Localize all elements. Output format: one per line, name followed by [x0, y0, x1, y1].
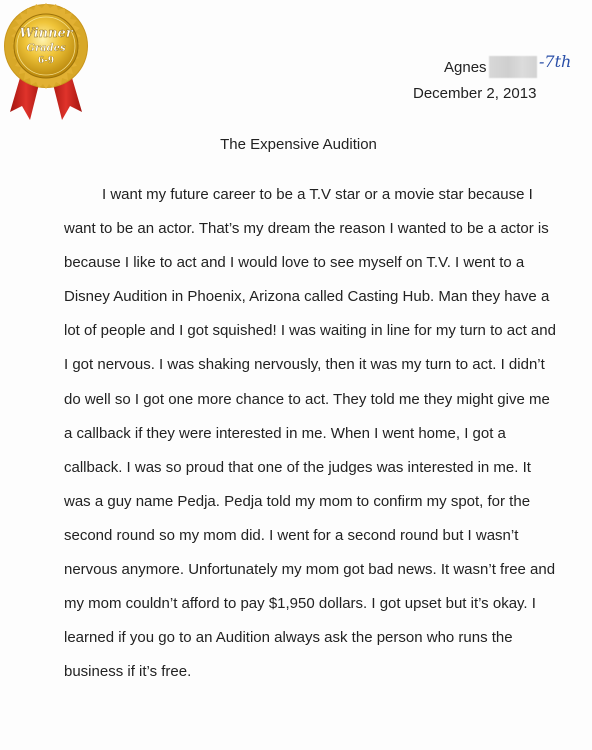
essay-line: I want my future career to be a T.V star or a movie star because I	[102, 186, 533, 203]
student-name: Agnes	[444, 59, 487, 76]
winner-badge	[2, 2, 90, 122]
handwritten-grade-note: -7th	[539, 52, 572, 71]
essay-line: a callback if they were interested in me. When I went home, I got a	[64, 424, 506, 442]
essay-line: callback. I was so proud that one of the judges was interested in me. It	[64, 458, 531, 476]
essay-line: business if it’s free.	[64, 663, 192, 681]
essay-line: was a guy name Pedja. Pedja told my mom to confirm my spot, for the	[64, 492, 531, 510]
essay-line: nervous anymore. Unfortunately my mom got bad news. It wasn’t free and	[64, 561, 556, 579]
essay-line: my mom couldn’t afford to pay $1,950 dollars. I got upset but it’s okay. I	[64, 595, 536, 613]
award-seal-icon	[2, 2, 90, 122]
essay-line: I got nervous. I was shaking nervously, then it was my turn to act. I didn’t	[64, 356, 545, 374]
essay-line: learned if you go to an Audition always ask the person who runs the	[64, 629, 513, 647]
badge-line-grades: Grades	[26, 43, 66, 54]
essay-line: do well so I got one more chance to act. They told me they might give me	[64, 390, 550, 408]
essay-line: second round so my mom did. I went for a second round but I wasn’t	[64, 526, 519, 544]
essay-title: The Expensive Audition	[220, 136, 377, 153]
essay-line: Disney Audition in Phoenix, Arizona called Casting Hub. Man they have a	[64, 288, 550, 306]
essay-line: want to be an actor. That’s my dream the reason I wanted to be a actor is	[64, 220, 549, 238]
essay-line: lot of people and I got squished! I was waiting in line for my turn to act and	[64, 322, 556, 340]
redacted-surname	[489, 56, 537, 78]
badge-line-range: 6-9	[37, 56, 55, 66]
essay-date: December 2, 2013	[413, 85, 537, 102]
badge-line-winner: Winner	[19, 26, 73, 41]
essay-body	[64, 178, 564, 689]
essay-line: because I like to act and I would love to see myself on T.V. I went to a	[64, 254, 525, 272]
